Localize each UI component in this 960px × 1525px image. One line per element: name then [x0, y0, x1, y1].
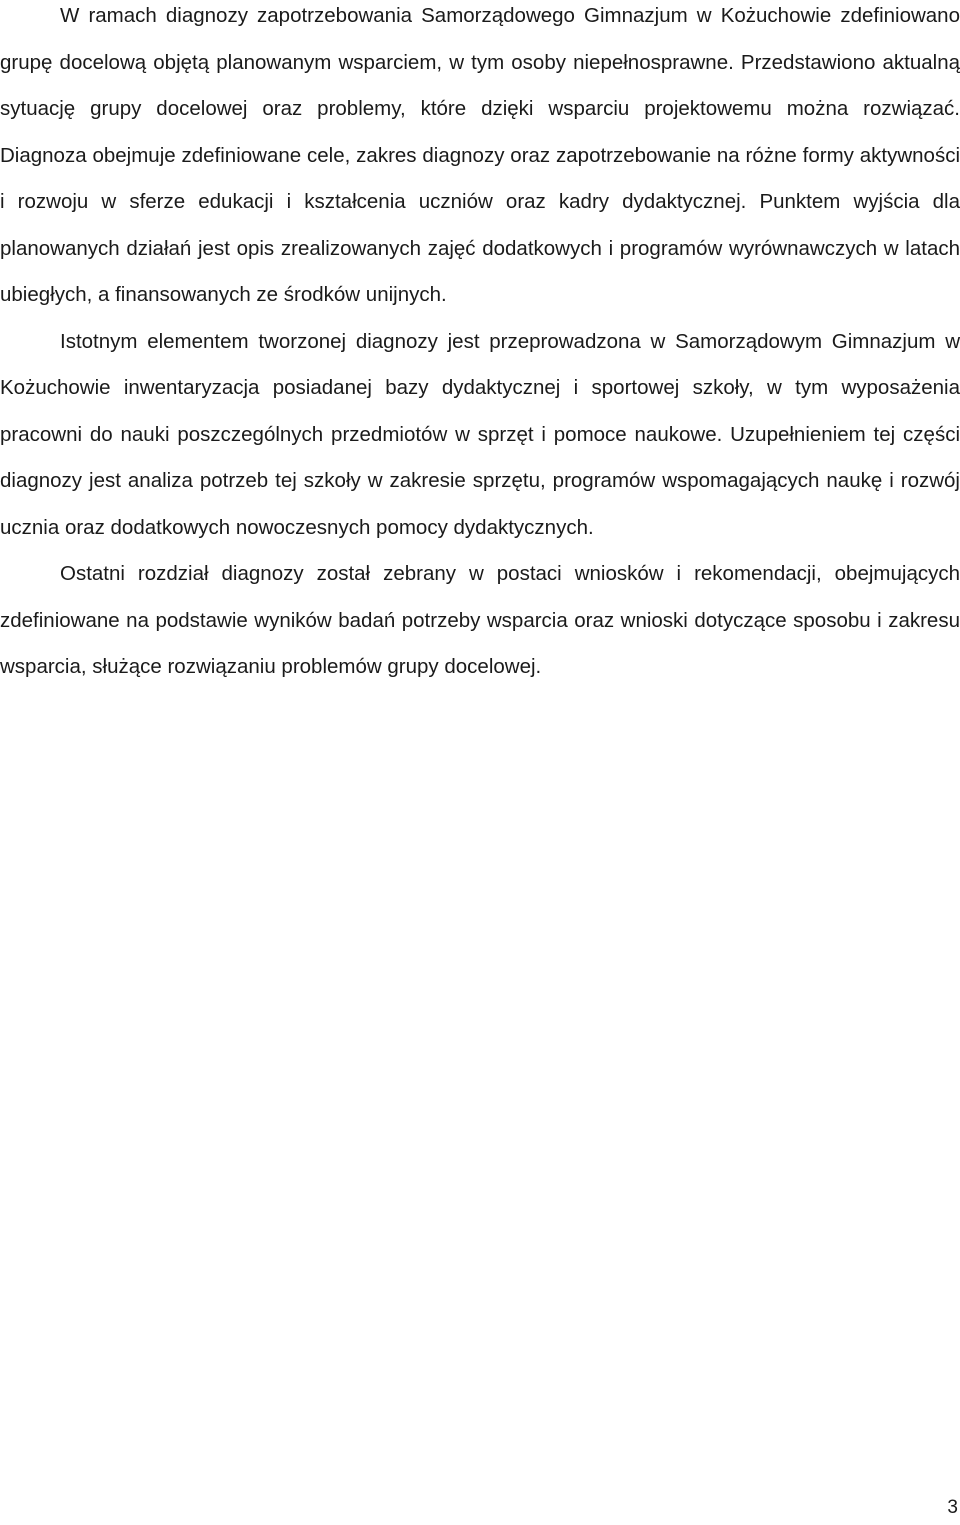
- paragraph-conclusions: Ostatni rozdział diagnozy został zebrany w postaci wniosków i rekomendacji, obejmujących zdefiniowane na podstawie wyników badań potrzeby wsparcia oraz wnioski dotyczące sposobu i zakresu wsparcia, służące rozwiązaniu problemów grupy docelowej.: [0, 562, 960, 678]
- page-number: 3: [947, 1497, 958, 1518]
- body-text: [0, 0, 960, 691]
- paragraph-target-group: W ramach diagnozy zapotrzebowania Samorządowego Gimnazjum w Kożuchowie zdefiniowano grupę docelową objętą planowanym wsparciem, w tym osoby niepełnosprawne. Przedstawiono aktualną sytuację grupy docelowej oraz problemy, które dzięki wsparciu projektowemu można rozwiązać. Diagnoza obejmuje zdefiniowane cele, zakres diagnozy oraz zapotrzebowanie na różne formy aktywności i rozwoju w sferze edukacji i kształcenia uczniów oraz kadry dydaktycznej. Punktem wyjścia dla planowanych działań jest opis zrealizowanych zajęć dodatkowych i programów wyrównawczych w latach ubiegłych, a finansowanych ze środków unijnych.: [0, 4, 960, 306]
- paragraph-inventory: Istotnym elementem tworzonej diagnozy jest przeprowadzona w Samorządowym Gimnazjum w Kożuchowie inwentaryzacja posiadanej bazy dydaktycznej i sportowej szkoły, w tym wyposażenia pracowni do nauki poszczególnych przedmiotów w sprzęt i pomoce naukowe. Uzupełnieniem tej części diagnozy jest analiza potrzeb tej szkoły w zakresie sprzętu, programów wspomagających naukę i rozwój ucznia oraz dodatkowych nowoczesnych pomocy dydaktycznych.: [0, 329, 960, 539]
